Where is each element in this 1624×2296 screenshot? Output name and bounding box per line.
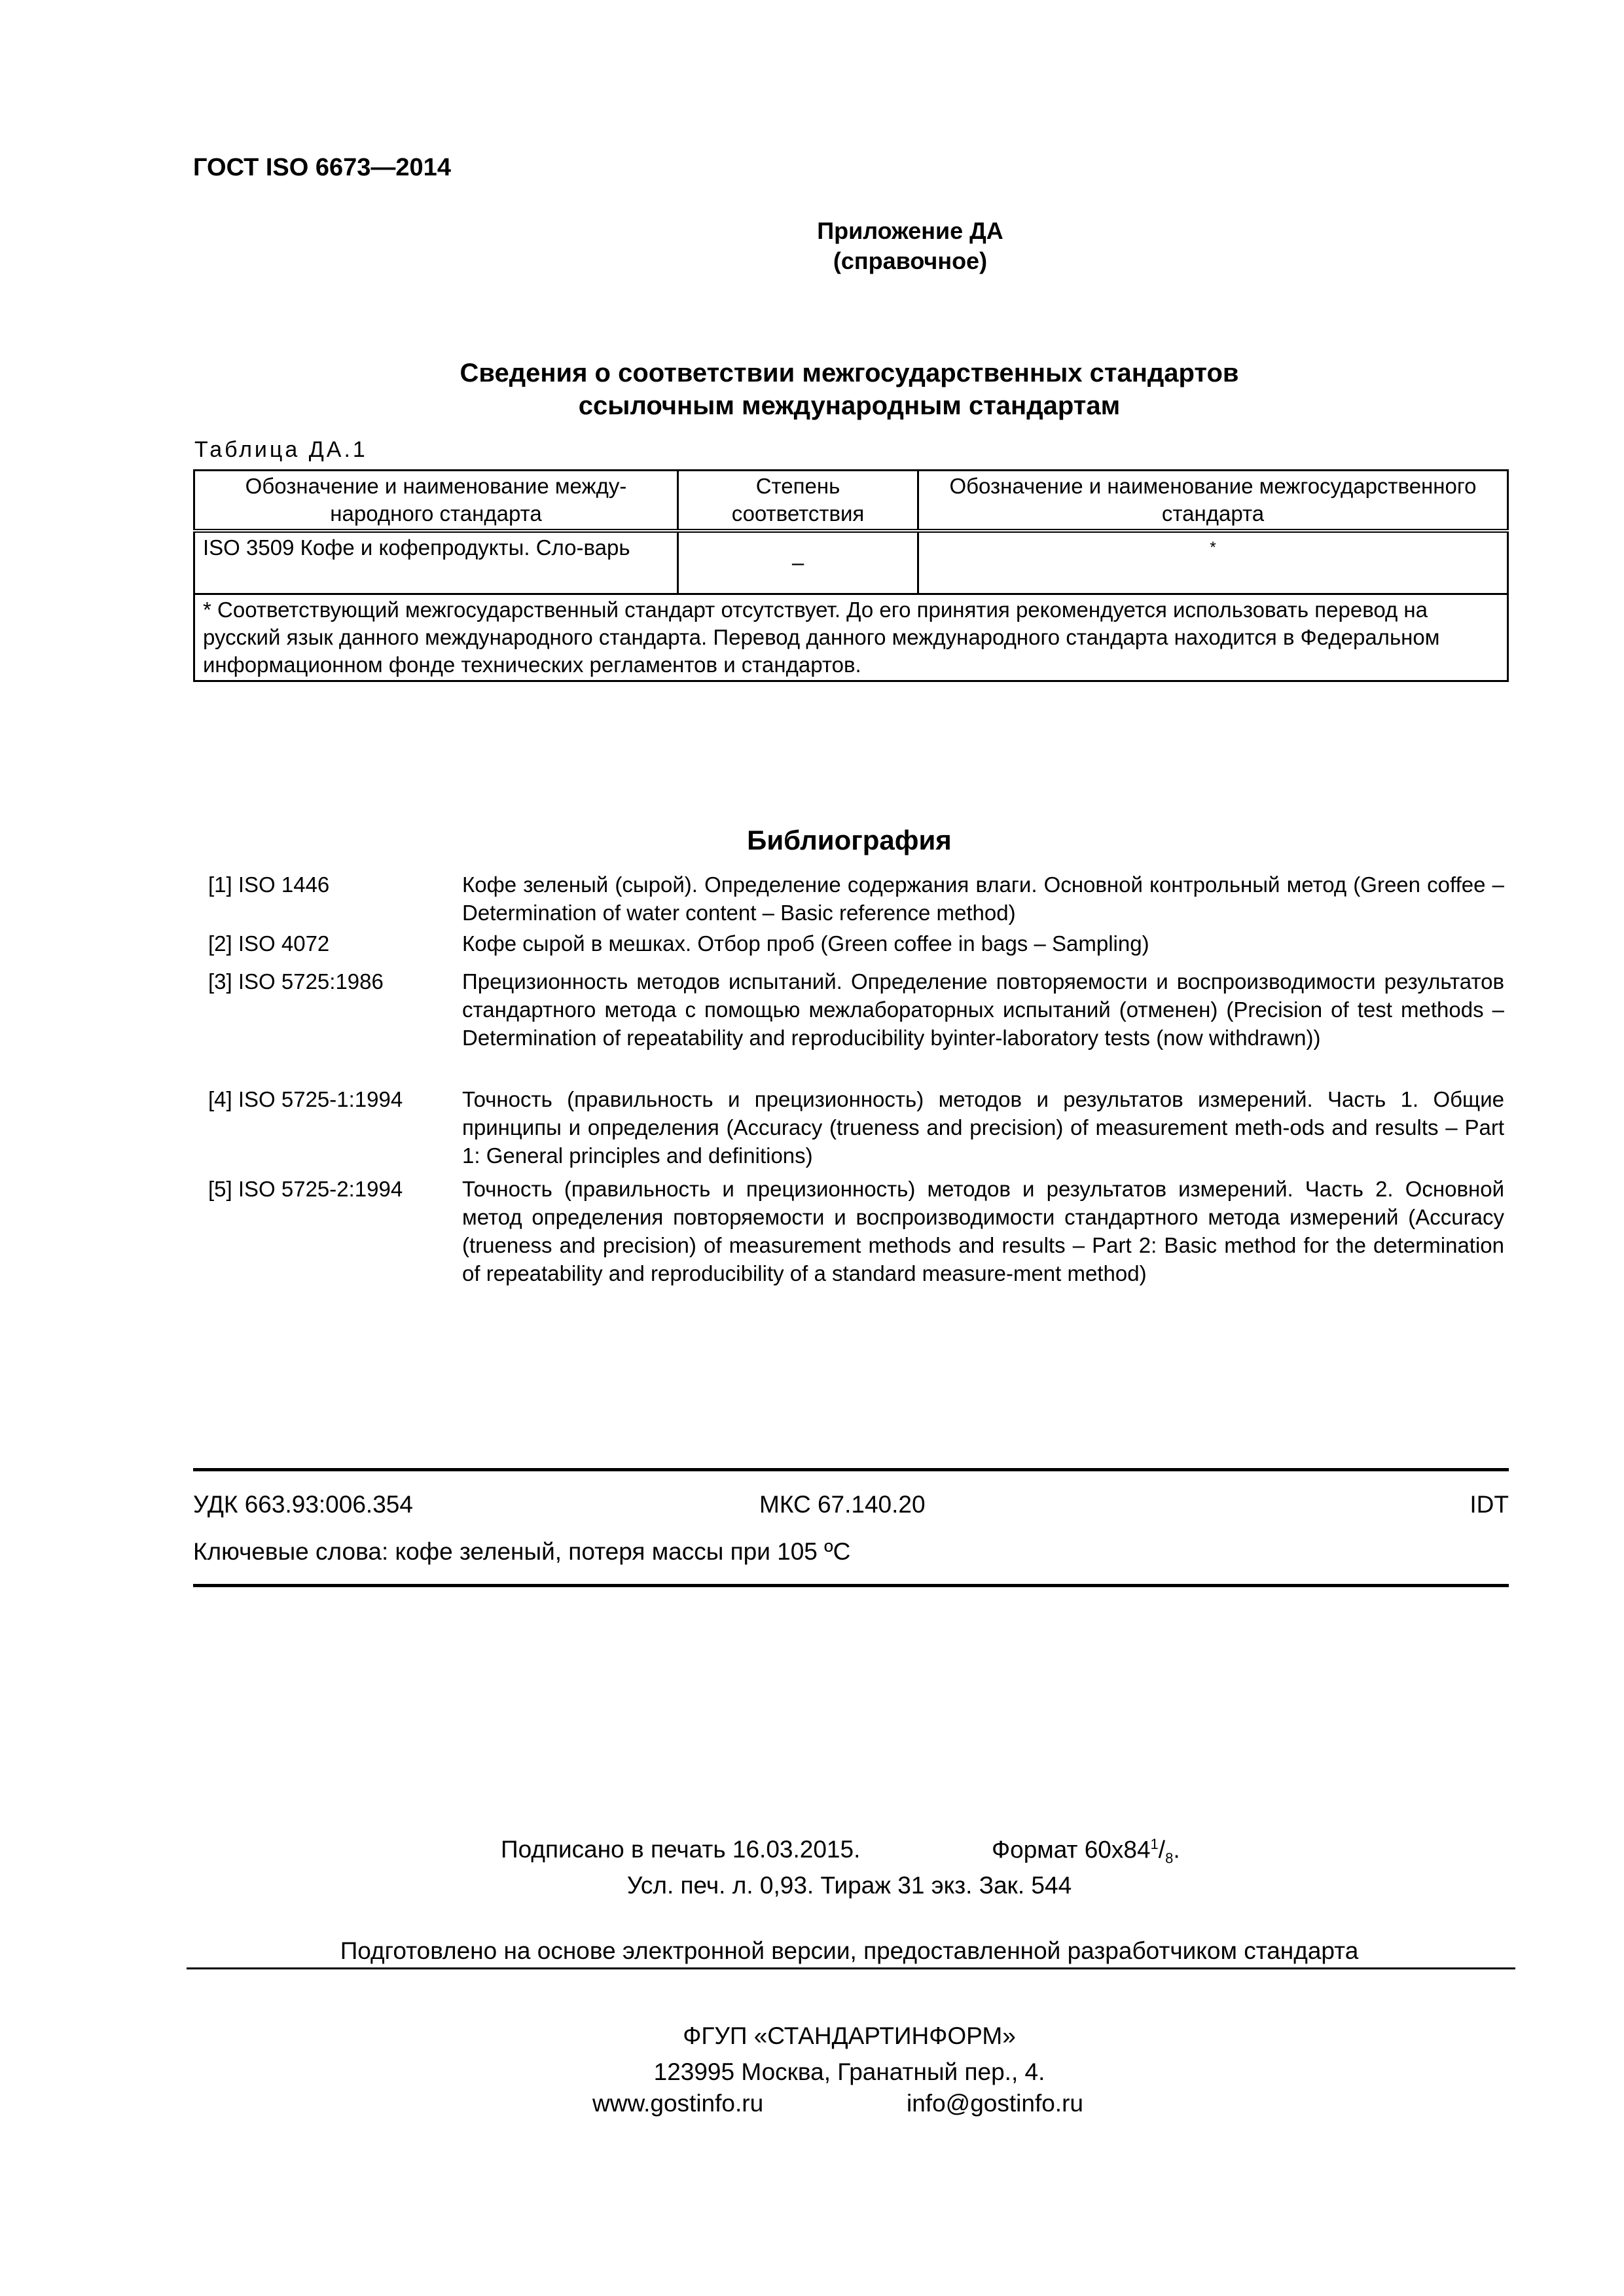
table-header-cell: Обозначение и наименование межгосударственного стандарта — [918, 471, 1508, 531]
table-row — [194, 531, 1508, 594]
table-cell: ISO 3509 Кофе и кофепродукты. Сло-варь — [194, 531, 678, 594]
signed-for-print: Подписано в печать 16.03.2015. — [501, 1836, 861, 1863]
table-header-cell: Степень соответствия — [678, 471, 918, 531]
table-cell: – — [678, 531, 918, 594]
section-title — [0, 357, 1624, 422]
appendix-type: (справочное) — [833, 247, 988, 274]
mks-code: МКС 67.140.20 — [759, 1491, 926, 1518]
format-sup: 1 — [1150, 1836, 1159, 1852]
format-sub: 8 — [1165, 1850, 1174, 1867]
udk-code: УДК 663.93:006.354 — [193, 1491, 413, 1518]
table-cell: * — [918, 531, 1508, 594]
correspondence-table — [193, 469, 1509, 682]
table-footnote: * Соответствующий межгосударственный стандарт отсутствует. До его принятия рекомендуется использовать перевод на русский язык данного международного стандарта. Перевод данного международного стандарта находится в Федеральном информационном фонде технических регламентов и стандартов. — [194, 594, 1508, 681]
bibliography-ref: [2] ISO 4072 — [208, 931, 330, 956]
imprint-divider — [187, 1967, 1515, 1969]
section-title-line1: Сведения о соответствии межгосударственных стандартов — [460, 359, 1239, 387]
appendix-title: Приложение ДА — [817, 217, 1003, 244]
bibliography-text: Точность (правильность и прецизионность) методов и результатов измерений. Часть 2. Основной метод определения повторяемости и воспроизводимости стандартного метода измерений (Accuracy (trueness and precision) of measurement methods and results – Part 2: Basic method for the determination of repeatability and reproducibility of a standard measure-ment method) — [462, 1177, 1504, 1285]
divider-bottom — [193, 1584, 1509, 1587]
idt-mark: IDT — [1470, 1491, 1509, 1518]
print-info: Усл. печ. л. 0,93. Тираж 31 экз. Зак. 544 — [626, 1872, 1072, 1899]
format-suffix: . — [1173, 1836, 1180, 1863]
bibliography-title: Библиография — [747, 825, 952, 855]
document-code: ГОСТ ISO 6673—2014 — [193, 154, 451, 181]
bibliography-text: Кофе зеленый (сырой). Определение содержания влаги. Основной контрольный метод (Green coffee – Determination of water content – Basic reference method) — [462, 872, 1504, 925]
bibliography-ref: [3] ISO 5725:1986 — [208, 969, 384, 994]
table-footnote-row — [194, 594, 1508, 681]
appendix-heading — [0, 216, 1624, 276]
prepared-note: Подготовлено на основе электронной версии, предоставленной разработчиком стандарта — [340, 1937, 1359, 1964]
table-header-row — [194, 471, 1508, 531]
format-prefix: Формат 60х84 — [992, 1836, 1151, 1863]
bibliography-text: Прецизионность методов испытаний. Определение повторяемости и воспроизводимости результатов стандартного метода с помощью межлабораторных испытаний (отменен) (Precision of test methods – Determination of repeatability and reproducibility byinter-laboratory tests (now withdrawn)) — [462, 969, 1504, 1050]
publisher-address: 123995 Москва, Гранатный пер., 4. — [653, 2058, 1045, 2085]
section-title-line2: ссылочным международным стандартам — [578, 391, 1121, 420]
bibliography-ref: [1] ISO 1446 — [208, 872, 330, 897]
publisher-name: ФГУП «СТАНДАРТИНФОРМ» — [683, 2022, 1016, 2049]
website-link[interactable]: www.gostinfo.ru — [592, 2090, 764, 2117]
email-link[interactable]: info@gostinfo.ru — [907, 2090, 1083, 2117]
bibliography-text: Точность (правильность и прецизионность) методов и результатов измерений. Часть 1. Общие принципы и определения (Accuracy (trueness and precision) of measurement meth-ods and results – Part 1: General principles and definitions) — [462, 1087, 1504, 1168]
keywords: Ключевые слова: кофе зеленый, потеря массы при 105 ºС — [193, 1538, 851, 1565]
table-label: Таблица ДА.1 — [194, 437, 368, 462]
bibliography-ref: [4] ISO 5725-1:1994 — [208, 1087, 403, 1111]
bibliography-text: Кофе сырой в мешках. Отбор проб (Green coffee in bags – Sampling) — [462, 931, 1149, 956]
divider-top — [193, 1468, 1509, 1471]
table-header-cell: Обозначение и наименование между-народного стандарта — [194, 471, 678, 531]
print-format: Формат $60х84^1/_8$. — [992, 1836, 1180, 1867]
bibliography-ref: [5] ISO 5725-2:1994 — [208, 1177, 403, 1201]
